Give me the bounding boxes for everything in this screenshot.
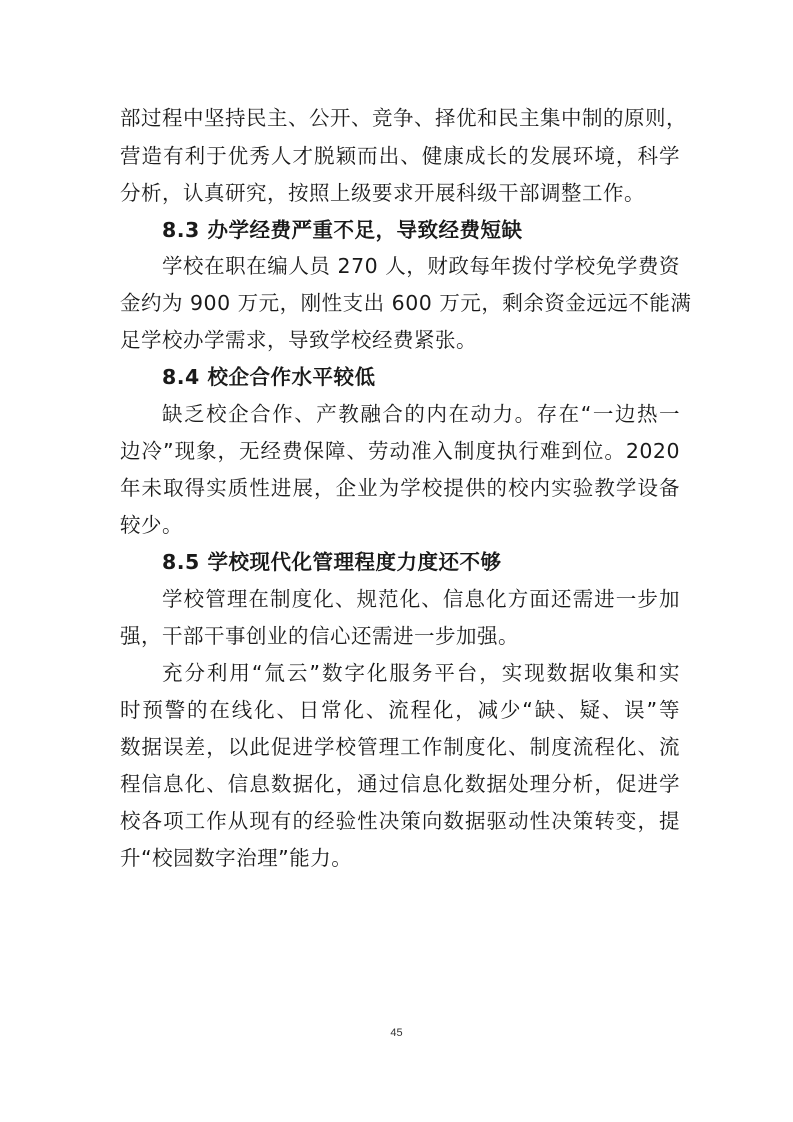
body-line: 年未取得实质性进展，企业为学校提供的校内实验教学设备 bbox=[120, 476, 680, 500]
body-line: 边冷”现象，无经费保障、劳动准入制度执行难到位。2020 bbox=[120, 439, 680, 463]
body-line: 分析，认真研究，按照上级要求开展科级干部调整工作。 bbox=[120, 181, 645, 205]
body-line: 较少。 bbox=[120, 513, 183, 537]
body-line: 学校在职在编人员 270 人，财政每年拨付学校免学费资 bbox=[162, 254, 680, 278]
body-line: 金约为 900 万元，刚性支出 600 万元，剩余资金远远不能满 bbox=[120, 291, 692, 315]
body-line: 校各项工作从现有的经验性决策向数据驱动性决策转变，提 bbox=[120, 809, 680, 833]
body-line: 程信息化、信息数据化，通过信息化数据处理分析，促进学 bbox=[120, 772, 680, 796]
body-line: 时预警的在线化、日常化、流程化，减少“缺、疑、误”等 bbox=[120, 698, 680, 722]
body-line: 营造有利于优秀人才脱颖而出、健康成长的发展环境，科学 bbox=[120, 144, 680, 168]
body-line: 部过程中坚持民主、公开、竞争、择优和民主集中制的原则， bbox=[120, 106, 687, 130]
body-line: 强，干部干事创业的信心还需进一步加强。 bbox=[120, 624, 519, 648]
section-heading: 8.5 学校现代化管理程度力度还不够 bbox=[162, 550, 502, 574]
section-heading: 8.4 校企合作水平较低 bbox=[162, 365, 376, 389]
page-number: 45 bbox=[390, 1027, 403, 1039]
body-line: 缺乏校企合作、产教融合的内在动力。存在“一边热一 bbox=[162, 402, 680, 426]
body-line: 数据误差，以此促进学校管理工作制度化、制度流程化、流 bbox=[120, 735, 680, 759]
body-line: 升“校园数字治理”能力。 bbox=[120, 846, 353, 870]
body-line: 学校管理在制度化、规范化、信息化方面还需进一步加 bbox=[162, 587, 680, 611]
body-line: 充分利用“氚云”数字化服务平台，实现数据收集和实 bbox=[162, 661, 680, 685]
body-line: 足学校办学需求，导致学校经费紧张。 bbox=[120, 328, 477, 352]
section-heading: 8.3 办学经费严重不足，导致经费短缺 bbox=[162, 218, 523, 242]
